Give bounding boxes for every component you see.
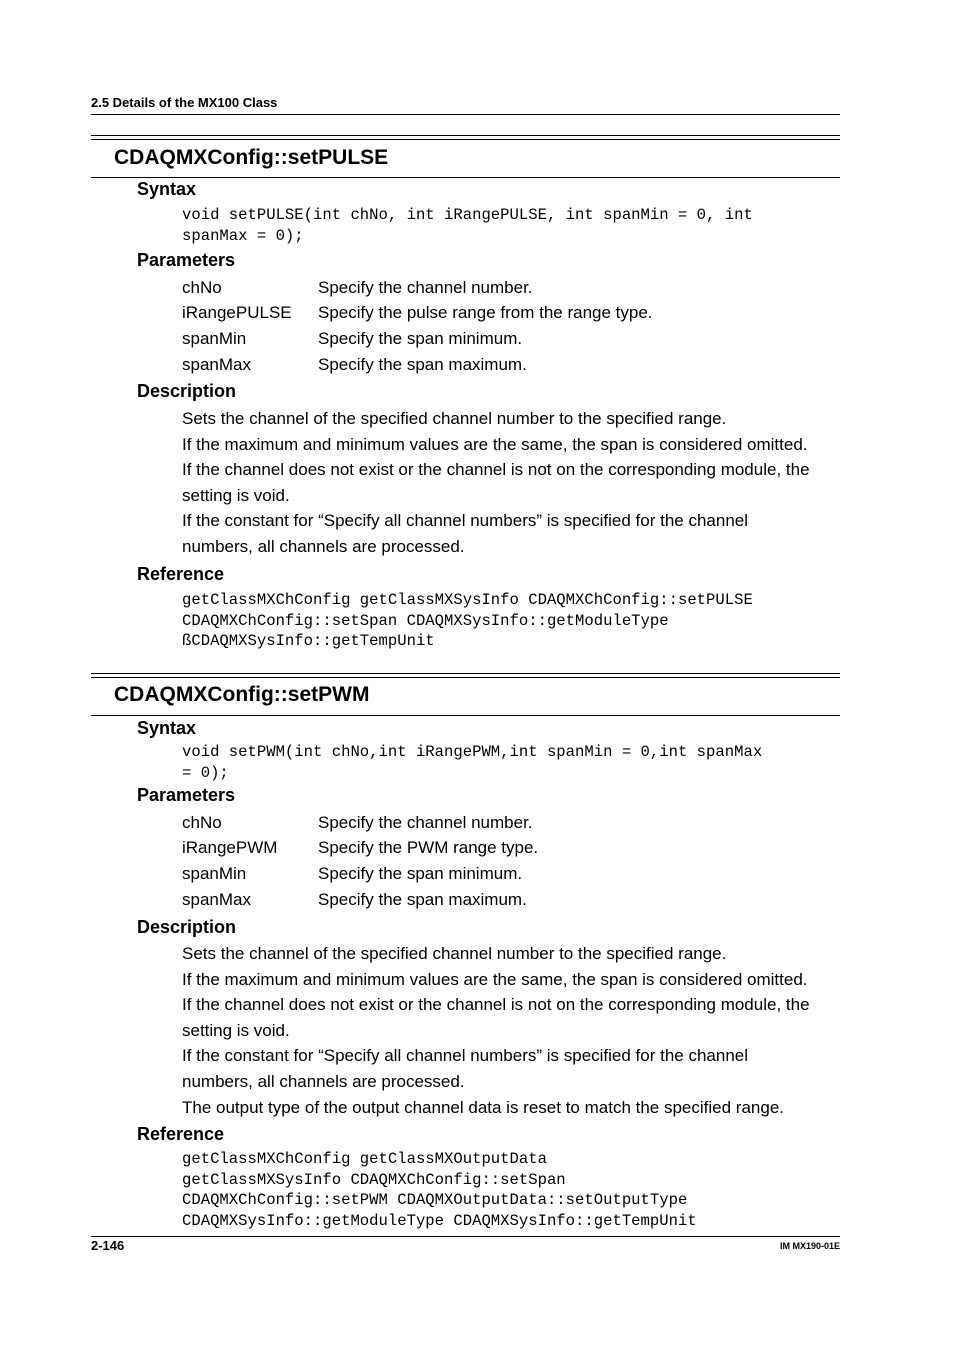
desc-line: If the maximum and minimum values are the same, the span is considered omitted.	[182, 434, 808, 454]
code-line: void setPWM(int chNo,int iRangePWM,int spanMin = 0,int spanMax	[182, 743, 763, 761]
ref-line: CDAQMXChConfig::setSpan CDAQMXSysInfo::getModuleType	[182, 611, 669, 630]
syntax-heading: Syntax	[137, 179, 197, 199]
syntax-code	[182, 742, 762, 783]
param-desc: Specify the PWM range type.	[318, 838, 539, 857]
desc-line: If the channel does not exist or the channel is not on the corresponding module, the	[182, 995, 810, 1015]
desc-line: numbers, all channels are processed.	[182, 536, 465, 556]
param-desc: Specify the span maximum.	[318, 355, 527, 374]
param-name: spanMin	[182, 864, 247, 883]
reference-code	[182, 1149, 697, 1231]
param-desc: Specify the pulse range from the range type.	[318, 303, 653, 322]
document-id: IM MX190-01E	[779, 1241, 840, 1251]
desc-line: numbers, all channels are processed.	[182, 1071, 465, 1091]
description-text	[182, 406, 842, 560]
desc-line: If the channel does not exist or the channel is not on the corresponding module, the	[182, 460, 810, 480]
desc-line: If the maximum and minimum values are the same, the span is considered omitted.	[182, 969, 808, 989]
desc-line: Sets the channel of the specified channel number to the specified range.	[182, 409, 727, 428]
ref-line: getClassMXSysInfo CDAQMXChConfig::setSpan	[182, 1170, 566, 1189]
parameters-heading: Parameters	[137, 250, 236, 270]
param-name: spanMax	[182, 890, 251, 909]
param-name: chNo	[182, 278, 222, 297]
param-desc: Specify the span minimum.	[318, 864, 523, 883]
param-name: chNo	[182, 813, 222, 832]
title-underline	[91, 177, 840, 178]
code-line: = 0);	[182, 763, 229, 782]
footer-rule	[91, 1236, 840, 1237]
section-top-rule	[91, 135, 840, 136]
param-desc: Specify the channel number.	[318, 813, 533, 832]
section-top-rule-2	[91, 139, 840, 140]
desc-line: The output type of the output channel data is reset to match the specified range.	[182, 1097, 784, 1117]
ref-line: getClassMXChConfig getClassMXSysInfo CDAQMXChConfig::setPULSE	[182, 591, 753, 609]
ref-line: CDAQMXChConfig::setPWM CDAQMXOutputData::setOutputType	[182, 1191, 688, 1209]
desc-line: If the constant for “Specify all channel numbers” is specified for the channel	[182, 511, 749, 531]
header-rule	[91, 114, 840, 115]
ref-line: getClassMXChConfig getClassMXOutputData	[182, 1150, 547, 1168]
param-name: iRangePWM	[182, 838, 278, 857]
section-top-rule	[91, 673, 840, 674]
page-number: 2-146	[91, 1238, 125, 1253]
syntax-code	[182, 205, 753, 246]
param-name: iRangePULSE	[182, 303, 292, 322]
param-desc: Specify the span maximum.	[318, 890, 527, 909]
ref-line: CDAQMXSysInfo::getModuleType CDAQMXSysInfo::getTempUnit	[182, 1211, 697, 1230]
code-line: void setPULSE(int chNo, int iRangePULSE, int spanMin = 0, int	[182, 206, 753, 224]
param-desc: Specify the span minimum.	[318, 329, 523, 348]
parameters-heading: Parameters	[137, 785, 236, 805]
reference-code	[182, 590, 753, 652]
desc-line: setting is void.	[182, 1020, 290, 1040]
desc-line: If the constant for “Specify all channel numbers” is specified for the channel	[182, 1046, 749, 1066]
param-name: spanMax	[182, 355, 251, 374]
section-top-rule-2	[91, 677, 840, 678]
desc-line: Sets the channel of the specified channel number to the specified range.	[182, 944, 727, 963]
running-header: 2.5 Details of the MX100 Class	[91, 95, 278, 110]
param-name: spanMin	[182, 329, 247, 348]
description-heading: Description	[137, 381, 237, 401]
param-desc: Specify the channel number.	[318, 278, 533, 297]
section-title: CDAQMXConfig::setPWM	[114, 683, 370, 706]
reference-heading: Reference	[137, 1124, 225, 1144]
description-heading: Description	[137, 917, 237, 937]
syntax-heading: Syntax	[137, 718, 197, 738]
desc-line: setting is void.	[182, 485, 290, 505]
description-text	[182, 941, 842, 1120]
section-title: CDAQMXConfig::setPULSE	[114, 146, 389, 169]
reference-heading: Reference	[137, 564, 225, 584]
ref-line: ßCDAQMXSysInfo::getTempUnit	[182, 632, 435, 650]
title-underline	[91, 715, 840, 716]
code-line: spanMax = 0);	[182, 226, 304, 245]
